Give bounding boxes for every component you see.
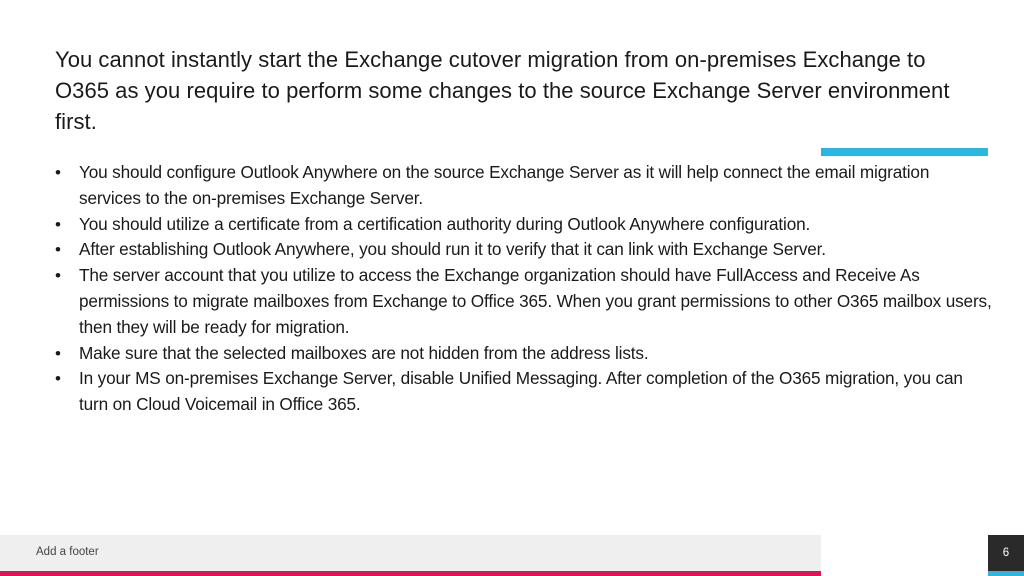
bullet-text: After establishing Outlook Anywhere, you should run it to verify that it can link with Exchange Server. xyxy=(79,239,826,260)
bullet-text: You should configure Outlook Anywhere on the source Exchange Server as it will help connect the email migration services to the on-premises Exchange Server. xyxy=(79,162,930,208)
bullet-icon: • xyxy=(55,343,61,363)
bullet-text: The server account that you utilize to access the Exchange organization should have FullAccess and Receive As permissions to migrate mailboxes from Exchange to Office 365. When you grant permissions to other O365 mailbox users, then they will be ready for migration. xyxy=(79,265,992,337)
bullet-item xyxy=(55,263,995,340)
slide-title: You cannot instantly start the Exchange cutover migration from on-premises Exchange to O365 as you require to perform some changes to the source Exchange Server environment first. xyxy=(55,47,950,134)
bullet-icon: • xyxy=(55,214,61,234)
bullet-icon: • xyxy=(55,163,61,182)
bullet-item xyxy=(55,160,995,212)
footer-accent-line xyxy=(0,571,821,576)
bullet-item xyxy=(55,237,995,263)
bullet-icon: • xyxy=(55,266,61,286)
footer-text[interactable]: Add a footer xyxy=(36,546,99,558)
bullet-icon: • xyxy=(55,240,61,260)
bullet-list xyxy=(55,160,995,418)
bullet-text: In your MS on-premises Exchange Server, disable Unified Messaging. After completion of the O365 migration, you can turn on Cloud Voicemail in Office 365. xyxy=(79,368,963,415)
footer-band xyxy=(0,535,821,571)
bullet-item xyxy=(55,341,995,367)
bullet-item xyxy=(55,366,995,418)
page-number-accent-line xyxy=(988,571,1024,576)
title-accent-bar xyxy=(821,148,988,156)
bullet-icon: • xyxy=(55,369,61,389)
bullet-text: Make sure that the selected mailboxes are not hidden from the address lists. xyxy=(79,342,649,363)
bullet-text: You should utilize a certificate from a certification authority during Outlook Anywhere configuration. xyxy=(79,213,811,234)
bullet-item xyxy=(55,212,995,238)
page-number: 6 xyxy=(988,535,1024,571)
